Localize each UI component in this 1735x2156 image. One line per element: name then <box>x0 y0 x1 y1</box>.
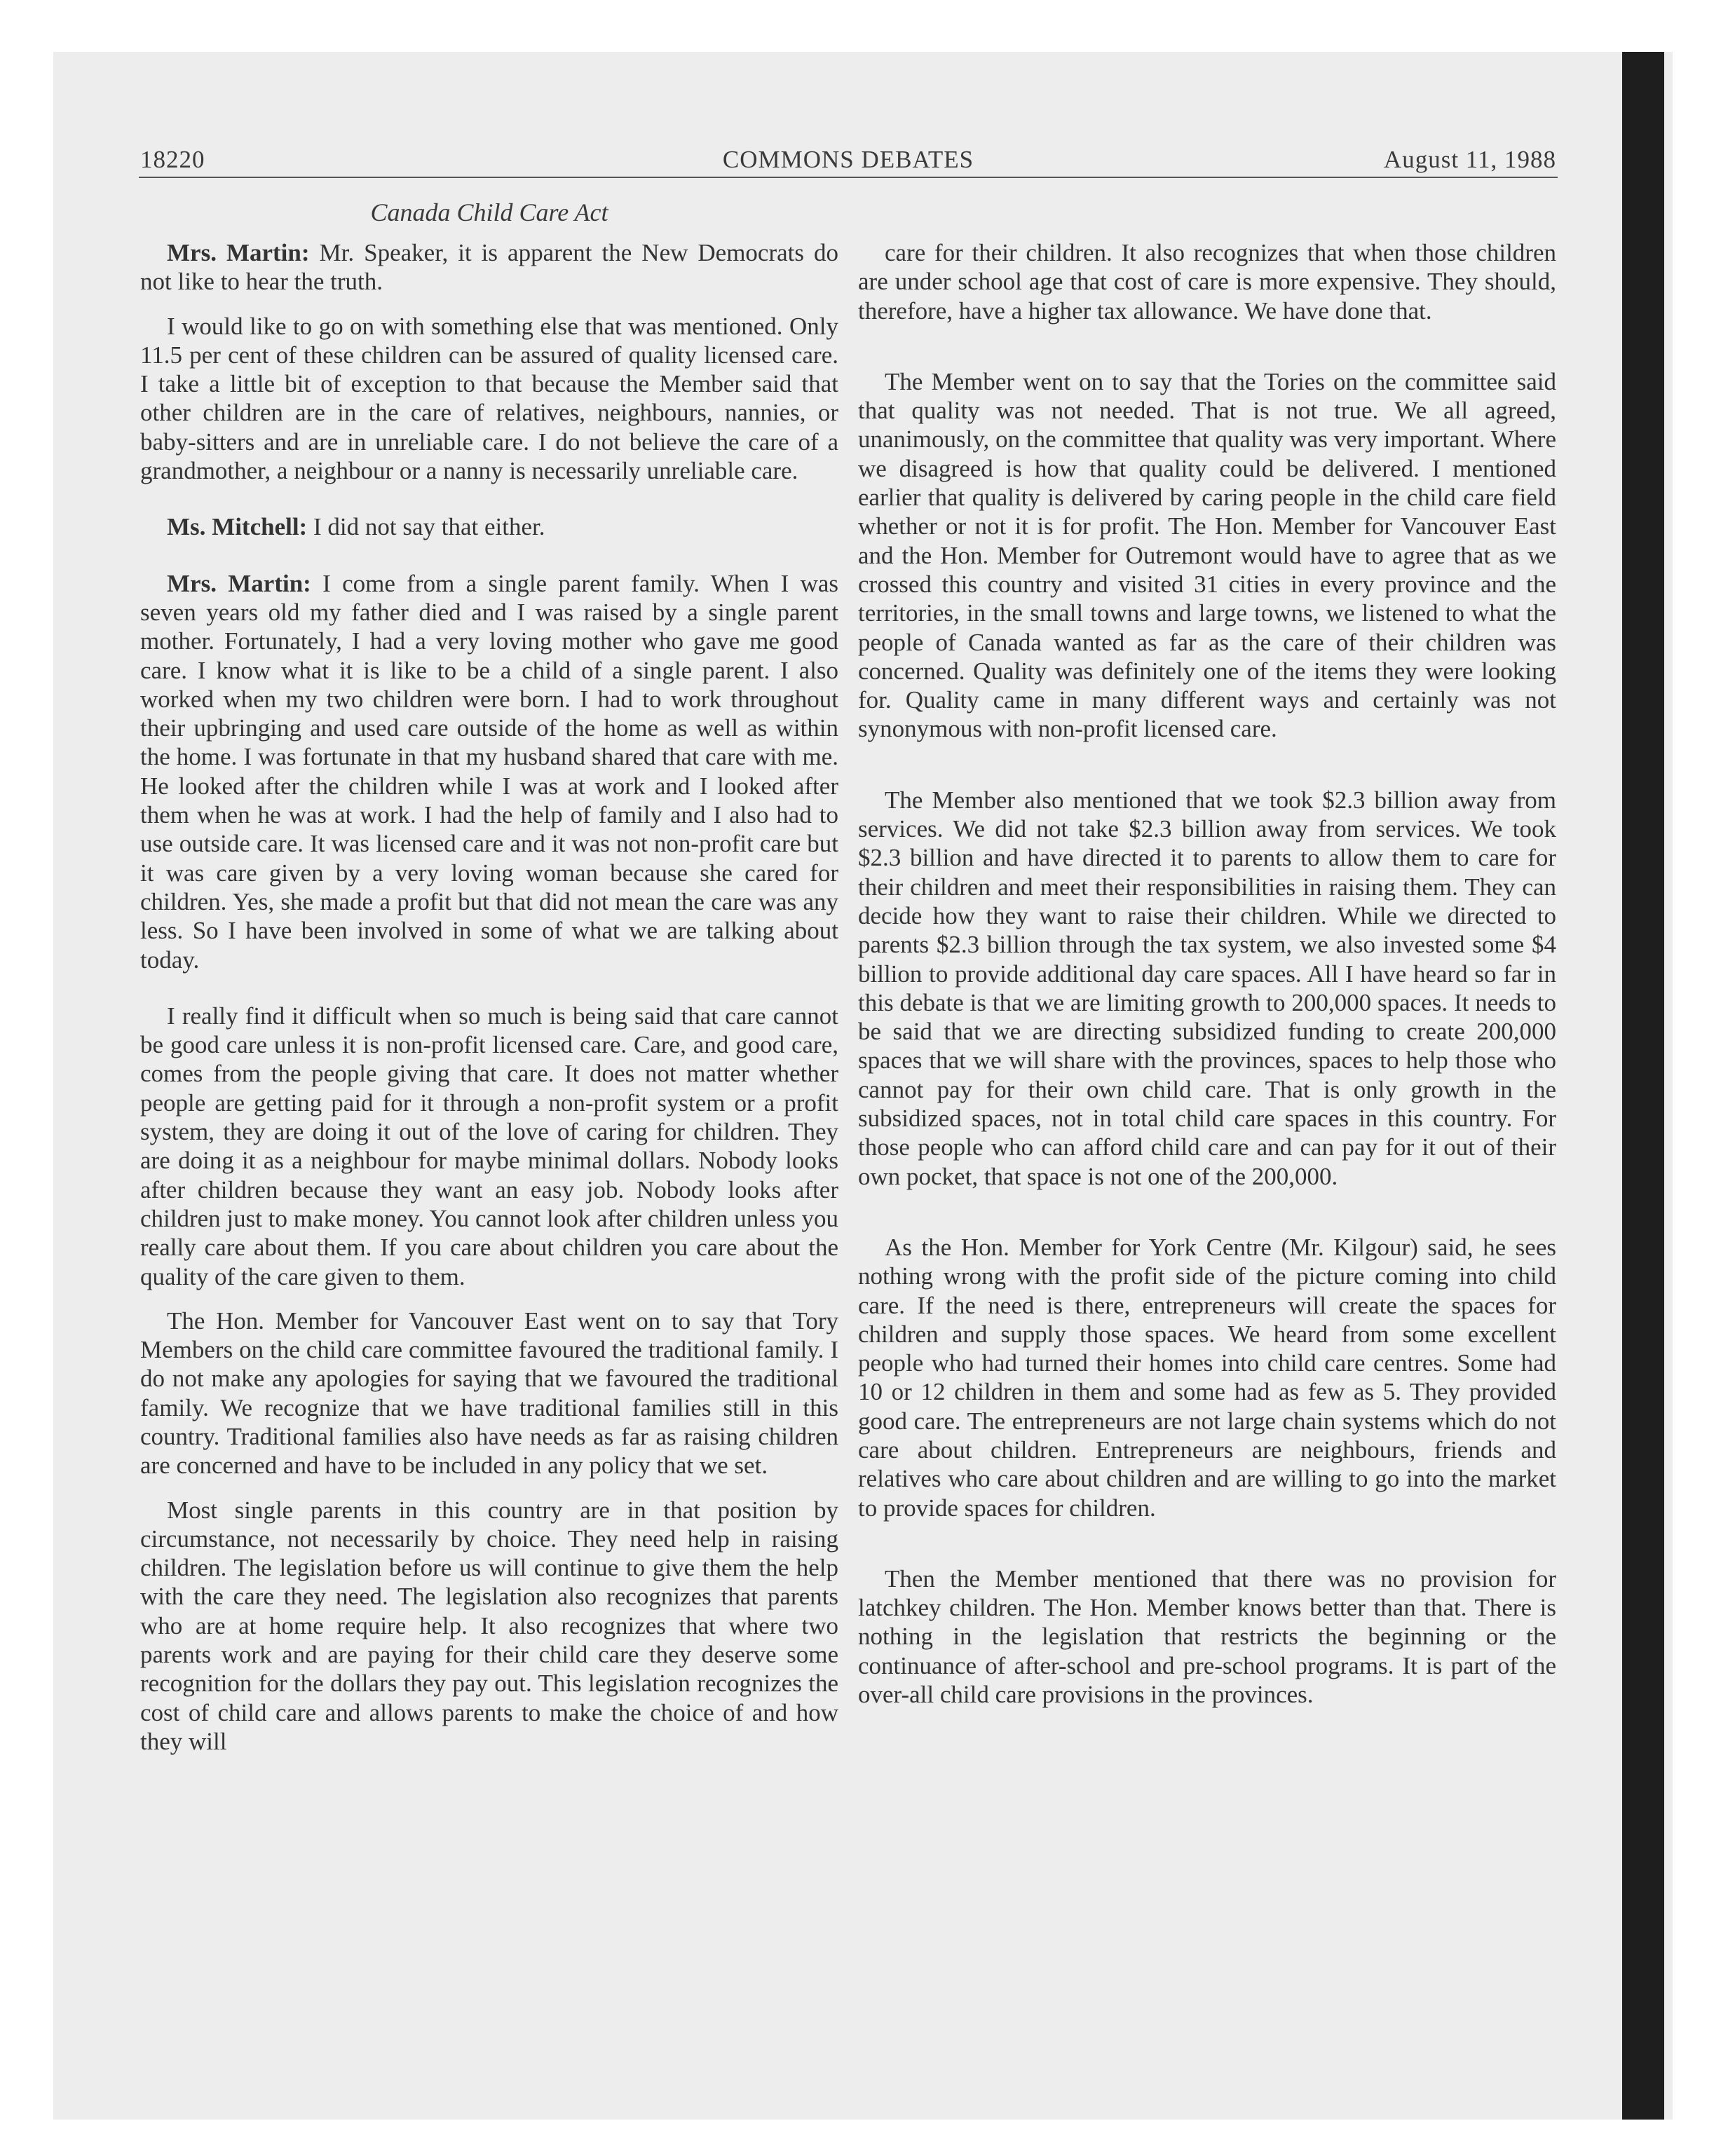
paragraph-text: I did not say that either. <box>307 513 545 541</box>
speaker-name: Ms. Mitchell: <box>167 513 308 541</box>
paragraph: The Member went on to say that the Tories on the committee said that quality was not needed. That is not true. We all agreed, unanimously, on the committee that quality was very important. Where we disagreed is how that quality could be delivered. I mentioned earlier that quality is delivered by caring people in the child care field whether or not it is for profit. The Hon. Member for Vancouver East and the Hon. Member for Outremont would have to agree that as we crossed this country and visited 31 cities in every province and the territories, in the small towns and large towns, we listened to what the people of Canada wanted as far as the care of their children was concerned. Quality was definitely one of the items they were looking for. Quality came in many different ways and certainly was not synonymous with non-profit licensed care. <box>858 367 1556 743</box>
paragraph: The Member also mentioned that we took $2.3 billion away from services. We did not take $2.3 billion away from services. We took $2.3 billion and have directed it to parents to allow them to care for their children and meet their responsibilities in raising them. They can decide how they want to raise their children. While we directed to parents $2.3 billion through the tax system, we also invested some $4 billion to provide additional day care spaces. All I have heard so far in this debate is that we are limiting growth to 200,000 spaces. It needs to be said that we are directing subsidized funding to create 200,000 spaces that we will share with the provinces, spaces to help those who cannot pay for their own child care. That is only growth in the subsidized spaces, not in total child care spaces in this country. For those people who can afford child care and can pay for it out of their own pocket, that space is not one of the 200,000. <box>858 786 1556 1190</box>
paragraph: care for their children. It also recognizes that when those children are under school age that cost of care is more expensive. They should, therefore, have a higher tax allowance. We have done that. <box>858 239 1556 325</box>
running-header <box>140 146 1556 181</box>
paragraph <box>140 512 838 541</box>
paragraph: I really find it difficult when so much is being said that care cannot be good care unless it is non-profit licensed care. Care, and good care, comes from the people giving that care. It does not matter whether people are getting paid for it through a non-profit system or a profit system, they are doing it out of the love of caring for children. They are doing it as a neighbour for maybe minimal dollars. Nobody looks after children because they want an easy job. Nobody looks after children just to make money. You cannot look after children unless you really care about them. If you care about children you care about the quality of the care given to them. <box>140 1002 839 1290</box>
scan-edge-shadow <box>1622 52 1664 2120</box>
paragraph-text: I come from a single parent family. When I was seven years old my father died and I was raised by a single parent mother. Fortunately, I had a very loving mother who gave me good care. I know what it is like to be a child of a single parent. I also worked when my two children were born. I had to work throughout their upbringing and used care outside of the home as well as within the home. I was fortunate in that my husband shared that care with me. He looked after the children while I was at work and I looked after them when he was at work. I had the help of family and I also had to use outside care. It was licensed care and it was not non-profit care but it was care given by a very loving woman because she cared for children. Yes, she made a profit but that did not mean the care was any less. So I have been involved in some of what we are talking about today. <box>140 569 839 974</box>
paragraph <box>140 238 838 296</box>
page-number: 18220 <box>140 146 205 173</box>
paragraph: The Hon. Member for Vancouver East went on to say that Tory Members on the child care committee favoured the traditional family. I do not make any apologies for saying that we favoured the traditional family. We recognize that we have traditional families still in this country. Traditional families also have needs as far as raising children are concerned and have to be included in any policy that we set. <box>140 1306 838 1480</box>
right-column <box>858 238 1556 1709</box>
speaker-name: Mrs. Martin: <box>167 239 310 266</box>
paragraph <box>140 569 838 974</box>
paragraph-text: Mr. Speaker, it is apparent the New Democrats do not like to hear the truth. <box>140 239 838 296</box>
header-rule <box>139 177 1558 178</box>
paragraph: Then the Member mentioned that there was no provision for latchkey children. The Hon. Member knows better than that. There is nothing in the legislation that restricts the beginning or the continuance of after-school and pre-school programs. It is part of the over-all child care provisions in the provinces. <box>858 1564 1556 1709</box>
speaker-name: Mrs. Martin: <box>167 569 311 597</box>
header-date: August 11, 1988 <box>1383 146 1556 173</box>
paragraph: Most single parents in this country are in that position by circumstance, not necessarily by choice. They need help in raising children. The legislation before us will continue to give them the help with the care they need. The legislation also recognizes that parents who are at home require help. It also recognizes that where two parents work and are paying for their child care they deserve some recognition for the dollars they pay out. This legislation recognizes the cost of child care and allows parents to make the choice of and how they will <box>140 1496 838 1755</box>
left-column <box>140 238 838 1756</box>
publication-title: COMMONS DEBATES <box>722 146 974 173</box>
paragraph: I would like to go on with something else that was mentioned. Only 11.5 per cent of these children can be assured of quality licensed care. I take a little bit of exception to that because the Member said that other children are in the care of relatives, neighbours, nannies, or baby-sitters and are in unreliable care. I do not believe the care of a grandmother, a neighbour or a nanny is necessarily unreliable care. <box>140 312 838 485</box>
paragraph: As the Hon. Member for York Centre (Mr. Kilgour) said, he sees nothing wrong with the profit side of the picture coming into child care. If the need is there, entrepreneurs will create the spaces for children and supply those spaces. We heard from some excellent people who had turned their homes into child care centres. Some had 10 or 12 children in them and some had as few as 5. They provided good care. The entrepreneurs are not large chain systems which do not care about children. Entrepreneurs are neighbours, friends and relatives who care about children and are willing to go into the market to provide spaces for children. <box>858 1233 1556 1522</box>
section-title: Canada Child Care Act <box>370 198 608 226</box>
